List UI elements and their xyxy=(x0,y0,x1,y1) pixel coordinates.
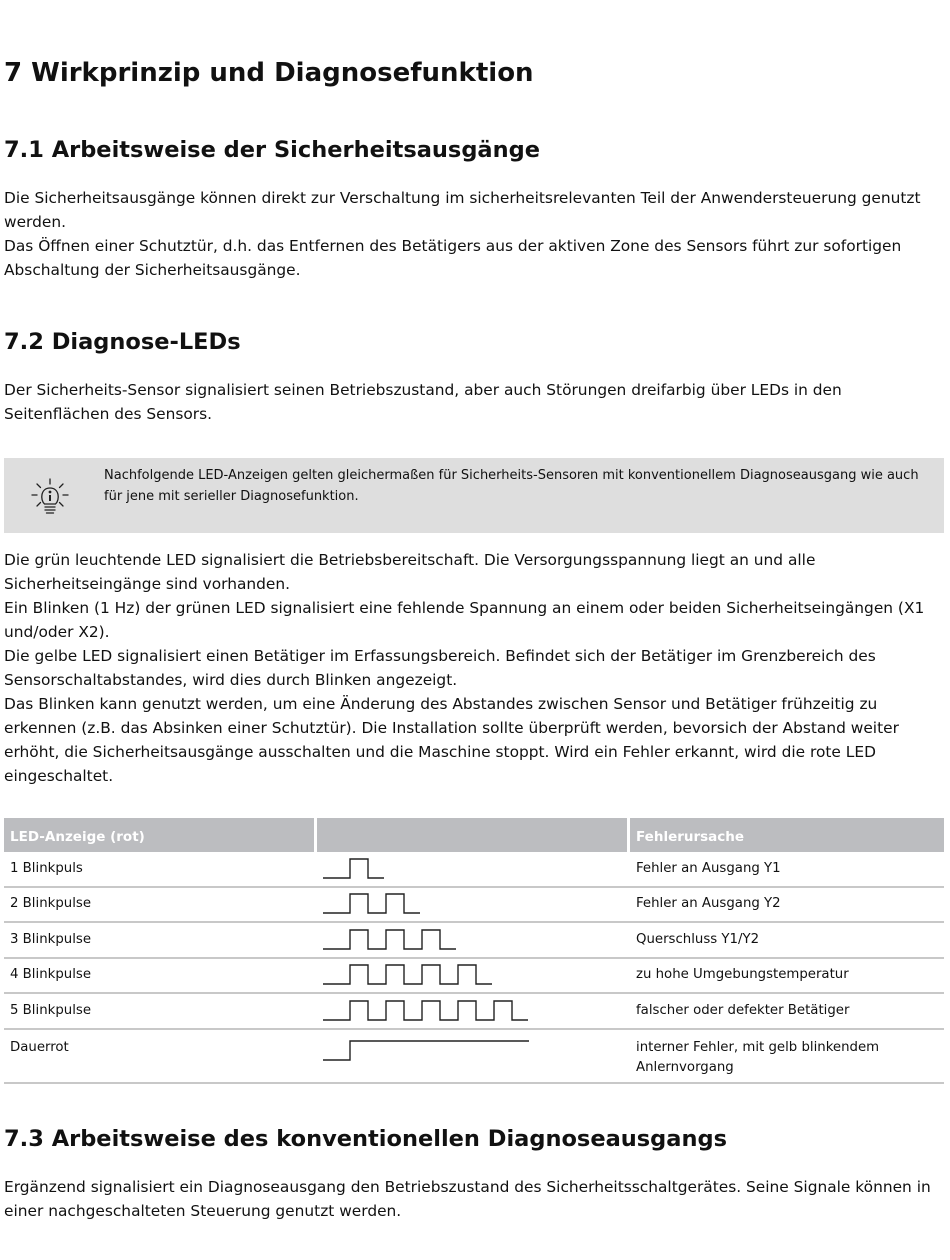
section-7-1-text xyxy=(4,186,944,282)
pulse-diagram xyxy=(323,856,613,882)
signal-cell xyxy=(317,959,630,995)
error-cause xyxy=(630,923,944,959)
pulse-line xyxy=(323,1041,529,1060)
signal-cell xyxy=(317,1030,630,1084)
error-cause xyxy=(630,994,944,1030)
led-display: 5 Blinkpulse xyxy=(4,994,317,1030)
pulse-line xyxy=(323,894,420,913)
text-line: Die gelbe LED signalisiert einen Betätiger im Erfassungsbereich. Befindet sich der Betätiger im Grenzbereich des xyxy=(4,647,876,665)
section-title-7-3: 7.3 Arbeitsweise des konventionellen Diagnoseausgangs xyxy=(4,1126,727,1152)
led-display: Dauerrot xyxy=(4,1030,317,1084)
led-display: 3 Blinkpulse xyxy=(4,923,317,959)
signal-cell xyxy=(317,852,630,888)
text-line: Seitenflächen des Sensors. xyxy=(4,405,213,423)
text-line: werden. xyxy=(4,213,66,231)
text-line: erkennen (z.B. das Absinken einer Schutztür). Die Installation sollte überprüft werden, bevorsich der Abstand weiter xyxy=(4,719,899,737)
table-row xyxy=(4,888,944,924)
header-error-cause: Fehlerursache xyxy=(630,818,944,852)
text-line: Nachfolgende LED-Anzeigen gelten gleichermaßen für Sicherheits-Sensoren mit konventionellem Diagnoseausgang wie auch xyxy=(104,468,919,483)
text-line: für jene mit serieller Diagnosefunktion. xyxy=(104,489,359,504)
section-7-3-text xyxy=(4,1175,944,1223)
error-cause xyxy=(630,959,944,995)
page-title: 7 Wirkprinzip und Diagnosefunktion xyxy=(4,58,534,88)
pulse-line xyxy=(323,859,384,878)
text-line: Fehler an Ausgang Y2 xyxy=(636,896,781,912)
pulse-diagram xyxy=(323,891,613,917)
pulse-diagram xyxy=(323,927,613,953)
led-display: 4 Blinkpulse xyxy=(4,959,317,995)
error-cause xyxy=(630,852,944,888)
pulse-line xyxy=(323,965,492,984)
section-title-7-2: 7.2 Diagnose-LEDs xyxy=(4,329,241,355)
text-line: Sicherheitseingänge sind vorhanden. xyxy=(4,575,291,593)
text-line: Fehler an Ausgang Y1 xyxy=(636,860,781,876)
text-line: Das Öffnen einer Schutztür, d.h. das Entfernen des Betätigers aus der aktiven Zone des Sensors führt zur sofortigen xyxy=(4,237,902,255)
text-line: Die grün leuchtende LED signalisiert die Betriebsbereitschaft. Die Versorgungsspannung liegt an und alle xyxy=(4,551,816,569)
text-line: Das Blinken kann genutzt werden, um eine Änderung des Abstandes zwischen Sensor und Betätiger frühzeitig zu xyxy=(4,695,878,713)
pulse-line xyxy=(323,930,456,949)
pulse-diagram xyxy=(323,962,613,988)
pulse-line xyxy=(323,1001,528,1020)
text-line: falscher oder defekter Betätiger xyxy=(636,1002,850,1018)
text-line: Abschaltung der Sicherheitsausgänge. xyxy=(4,261,301,279)
lightbulb-info-icon xyxy=(30,478,70,518)
led-display: 2 Blinkpulse xyxy=(4,888,317,924)
table-row xyxy=(4,994,944,1030)
led-table xyxy=(4,818,944,1084)
section-7-2-body xyxy=(4,548,944,788)
text-line: erhöht, die Sicherheitsausgänge ausschalten und die Maschine stoppt. Wird ein Fehler erkannt, wird die rote LED xyxy=(4,743,876,761)
table-row xyxy=(4,959,944,995)
note-text xyxy=(104,465,926,507)
error-cause xyxy=(630,888,944,924)
table-row xyxy=(4,1030,944,1084)
text-line: zu hohe Umgebungstemperatur xyxy=(636,967,849,983)
section-7-2-intro xyxy=(4,378,944,426)
text-line: und/oder X2). xyxy=(4,623,110,641)
pulse-diagram xyxy=(323,998,613,1024)
header-led-display: LED-Anzeige (rot) xyxy=(4,818,317,852)
text-line: eingeschaltet. xyxy=(4,767,114,785)
text-line: Die Sicherheitsausgänge können direkt zur Verschaltung im sicherheitsrelevanten Teil der Anwendersteuerung genutzt xyxy=(4,189,921,207)
error-cause xyxy=(630,1030,944,1084)
text-line: Anlernvorgang xyxy=(636,1059,734,1075)
table-row xyxy=(4,852,944,888)
signal-cell xyxy=(317,994,630,1030)
led-display: 1 Blinkpuls xyxy=(4,852,317,888)
text-line: Ein Blinken (1 Hz) der grünen LED signalisiert eine fehlende Spannung an einem oder beiden Sicherheitseingängen (X1 xyxy=(4,599,925,617)
text-line: interner Fehler, mit gelb blinkendem xyxy=(636,1039,880,1055)
text-line: Der Sicherheits-Sensor signalisiert seinen Betriebszustand, aber auch Störungen dreifarbig über LEDs in den xyxy=(4,381,842,399)
signal-cell xyxy=(317,923,630,959)
text-line: Ergänzend signalisiert ein Diagnoseausgang den Betriebszustand des Sicherheitsschaltgerätes. Seine Signale können in xyxy=(4,1178,931,1196)
header-signal xyxy=(317,818,630,852)
table-header-row xyxy=(4,818,944,852)
signal-cell xyxy=(317,888,630,924)
pulse-diagram xyxy=(323,1038,613,1064)
info-note xyxy=(4,458,944,533)
text-line: Querschluss Y1/Y2 xyxy=(636,931,760,947)
text-line: Sensorschaltabstandes, wird dies durch Blinken angezeigt. xyxy=(4,671,458,689)
section-title-7-1: 7.1 Arbeitsweise der Sicherheitsausgänge xyxy=(4,137,541,163)
text-line: einer nachgeschalteten Steuerung genutzt werden. xyxy=(4,1202,402,1220)
table-row xyxy=(4,923,944,959)
